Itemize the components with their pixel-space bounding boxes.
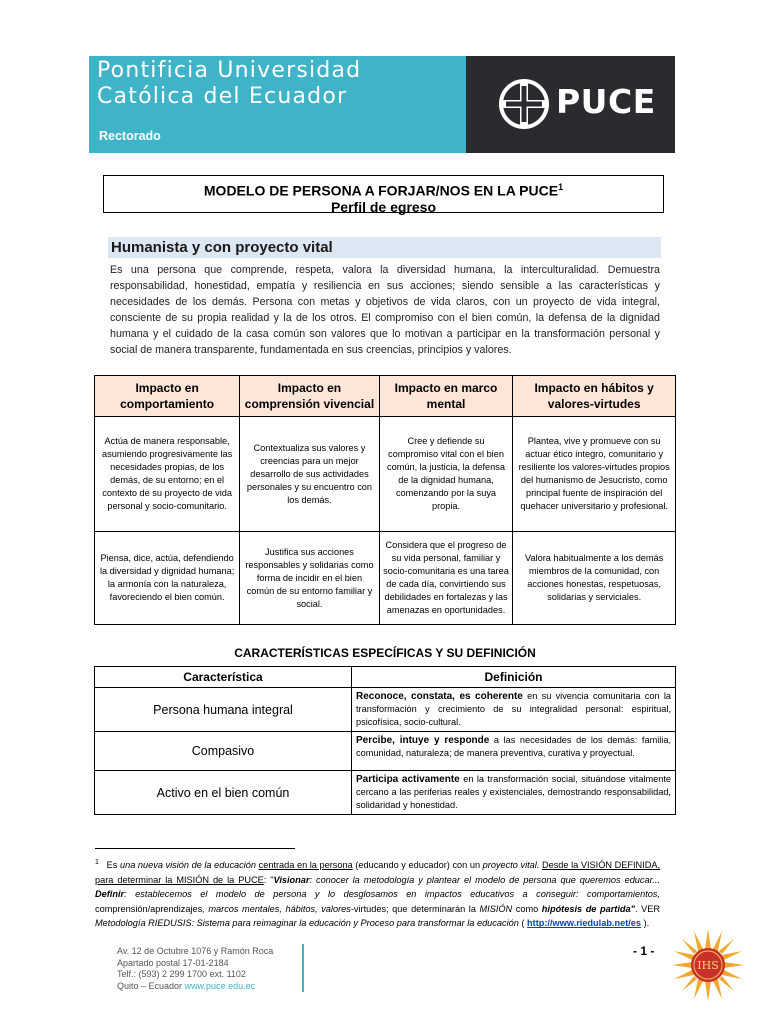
footnote-text: : conocer la metodología y plantear el modelo de persona que queremos educar... — [309, 874, 660, 885]
definition-keywords: Percibe, intuye y responde — [356, 735, 490, 746]
puce-cross-icon — [498, 78, 550, 130]
impact-table-header-row — [95, 376, 676, 417]
university-name-line2: Católica del Ecuador — [97, 84, 348, 109]
characteristic-definition — [352, 688, 676, 732]
table-row — [95, 417, 676, 532]
section-paragraph: Es una persona que comprende, respeta, valora la diversidad humana, la interculturalidad. Demuestra responsabilidad, honestidad, empatía y resiliencia en sus acciones; siendo sensible a las características y necesidades de los demás. Persona con metas y objetivos de vida claros, con un proyecto de vida integral, consciente de su propia realidad y la de los otros. El compromiso con el bien común, la defensa de la dignidad humana y el cuidado de la casa común son valores que lo motivan a participar en la transformación personal y social de manera transparente, fundamentada en sus creencias, principios y valores. — [110, 264, 660, 356]
characteristic-name: Persona humana integral — [95, 688, 352, 732]
definition-text: en la transformación social, situándose vitalmente cercano a las periferias reales y existenciales, demostrando responsabilidad, solidaridad y honestidad. — [356, 774, 672, 810]
footnote-text: (educando y educador) con un — [352, 860, 483, 871]
table-cell: Valora habitualmente a los demás miembros de la comunidad, con acciones honestas, respetuosas, solidarias y serviciales. — [513, 532, 676, 625]
footnote-text: comprensión/aprendizajes — [95, 903, 203, 914]
footnote-text: -virtudes; que determinarán la — [350, 903, 480, 914]
characteristics-header-row — [95, 667, 676, 688]
footnote-text: proyecto vital. — [482, 860, 540, 871]
riedulab-link[interactable]: http://www.riedulab.net/es — [527, 918, 642, 929]
table-row — [95, 532, 676, 625]
characteristic-col-header: Característica — [95, 667, 352, 688]
table-cell: Piensa, dice, actúa, defendiendo la diversidad y dignidad humana; la armonía con la naturaleza, favoreciendo el bien común. — [95, 532, 240, 625]
table-cell: Justifica sus acciones responsables y solidarias como forma de incidir en el bien común de su entorno familiar y social. — [240, 532, 379, 625]
table-cell: Cree y defiende su compromiso vital con el bien común, la justicia, la defensa de la dignidad humana, comenzando por la suya propia. — [379, 417, 513, 532]
footnote-text: , marcos mentales, hábitos, valores — [202, 903, 351, 914]
impact-header-understanding: Impacto en comprensión vivencial — [240, 376, 379, 417]
page-number: - 1 - — [633, 944, 655, 958]
logo-panel — [466, 56, 675, 153]
table-row — [95, 688, 676, 732]
address-line — [117, 981, 273, 993]
document-title — [104, 179, 663, 199]
footnote-text: Es — [106, 860, 120, 871]
footnote-number: 1 — [95, 859, 99, 866]
footnote-text: . VER — [634, 903, 660, 914]
seal-monogram: IHS — [697, 959, 719, 972]
impact-header-behavior: Impacto en comportamiento — [95, 376, 240, 417]
jesuit-seal-icon — [672, 929, 744, 1001]
footnote-text: como — [512, 903, 542, 914]
footer-address — [117, 946, 273, 992]
header-banner — [89, 56, 466, 153]
document-title-text: MODELO DE PERSONA A FORJAR/NOS EN LA PUCE — [203, 182, 559, 199]
document-title-box — [103, 175, 664, 213]
university-name — [97, 58, 361, 110]
footnote-text: hipótesis de partida" — [541, 903, 635, 914]
impact-header-mindset: Impacto en marco mental — [379, 376, 513, 417]
document-subtitle: Perfil de egreso — [330, 198, 437, 215]
definition-text: en su vivencia comunitaria con la transformación y crecimiento de su integralidad personal: espiritual, psicofísica, socio-cultural. — [356, 691, 671, 727]
office-label: Rectorado — [99, 129, 161, 143]
footnote-text: ). — [641, 918, 650, 929]
address-line: Telf.: (593) 2 299 1700 ext. 1102 — [117, 969, 246, 979]
characteristic-definition — [352, 732, 676, 771]
table-row — [95, 771, 676, 815]
city-text: Quito – Ecuador — [117, 980, 185, 991]
characteristic-name: Compasivo — [95, 732, 352, 771]
table-cell: Actúa de manera responsable, asumiendo progresivamente las necesidades propias, de los demás, de su entorno; en el contexto de su proyecto de vida personal y socio-comunitario. — [95, 417, 240, 532]
footnote-text: ( — [518, 918, 528, 929]
impact-table — [94, 375, 676, 625]
characteristic-definition — [352, 771, 676, 815]
footnote — [95, 856, 660, 931]
definition-text: a las necesidades de los demás: familia, comunidad, naturaleza; de manera preventiva, curativa y proyectual. — [356, 735, 672, 758]
footnote-text: Desde la VISIÓN DEFINIDA, para determinar la MISIÓN de la PUCE — [95, 860, 661, 885]
university-name-line1: Pontificia Universidad — [97, 58, 362, 83]
footnote-text: : establecemos el modelo de persona y lo desglosamos en impactos educativos a conseguir: comportamientos, — [124, 889, 660, 900]
footnote-separator — [95, 848, 295, 849]
table-row — [95, 732, 676, 771]
logo-wordmark: PUCE — [556, 82, 656, 121]
footnote-text: Visionar — [273, 874, 310, 885]
section-heading: Humanista y con proyecto vital — [108, 237, 661, 258]
footnote-text: centrada en la persona — [258, 860, 353, 871]
address-line: Av. 12 de Octubre 1076 y Ramón Roca — [117, 946, 274, 956]
footnote-text: MISIÓN — [479, 903, 513, 914]
footnote-text: Definir — [95, 889, 125, 900]
table-cell: Considera que el progreso de su vida personal, familiar y socio-comunitaria es una tarea de cada día, convirtiendo sus debilidades en fortalezas y las amenazas en oportunidades. — [379, 532, 513, 625]
footnote-text: una nueva visión de la educación — [119, 860, 257, 871]
impact-header-habits: Impacto en hábitos y valores-virtudes — [513, 376, 676, 417]
characteristics-heading: CARACTERÍSTICAS ESPECÍFICAS Y SU DEFINICIÓN — [234, 646, 536, 660]
characteristics-table — [94, 666, 676, 815]
footnote-text: Metodología RIEDUSIS: Sistema para reimaginar la educación y Proceso para transformar la educación — [95, 918, 519, 929]
footer-divider — [302, 944, 304, 992]
footnote-text: : " — [263, 874, 274, 885]
definition-keywords: Reconoce, constata, es coherente — [356, 691, 523, 702]
website-link[interactable]: www.puce.edu.ec — [184, 980, 256, 991]
address-line: Apartado postal 17-01-2184 — [117, 957, 229, 968]
characteristic-name: Activo en el bien común — [95, 771, 352, 815]
table-cell: Plantea, vive y promueve con su actuar ético integro, comunitario y resiliente los valores-virtudes propios del humanismo de Jesucristo, como principal fuente de inspiración del quehacer universitario y profesional. — [513, 417, 676, 532]
table-cell: Contextualiza sus valores y creencias para un mejor desarrollo de sus actividades personales y su encuentro con los demás. — [240, 417, 379, 532]
definition-col-header: Definición — [352, 667, 676, 688]
footnote-reference: 1 — [558, 182, 564, 192]
definition-keywords: Participa activamente — [356, 774, 460, 785]
